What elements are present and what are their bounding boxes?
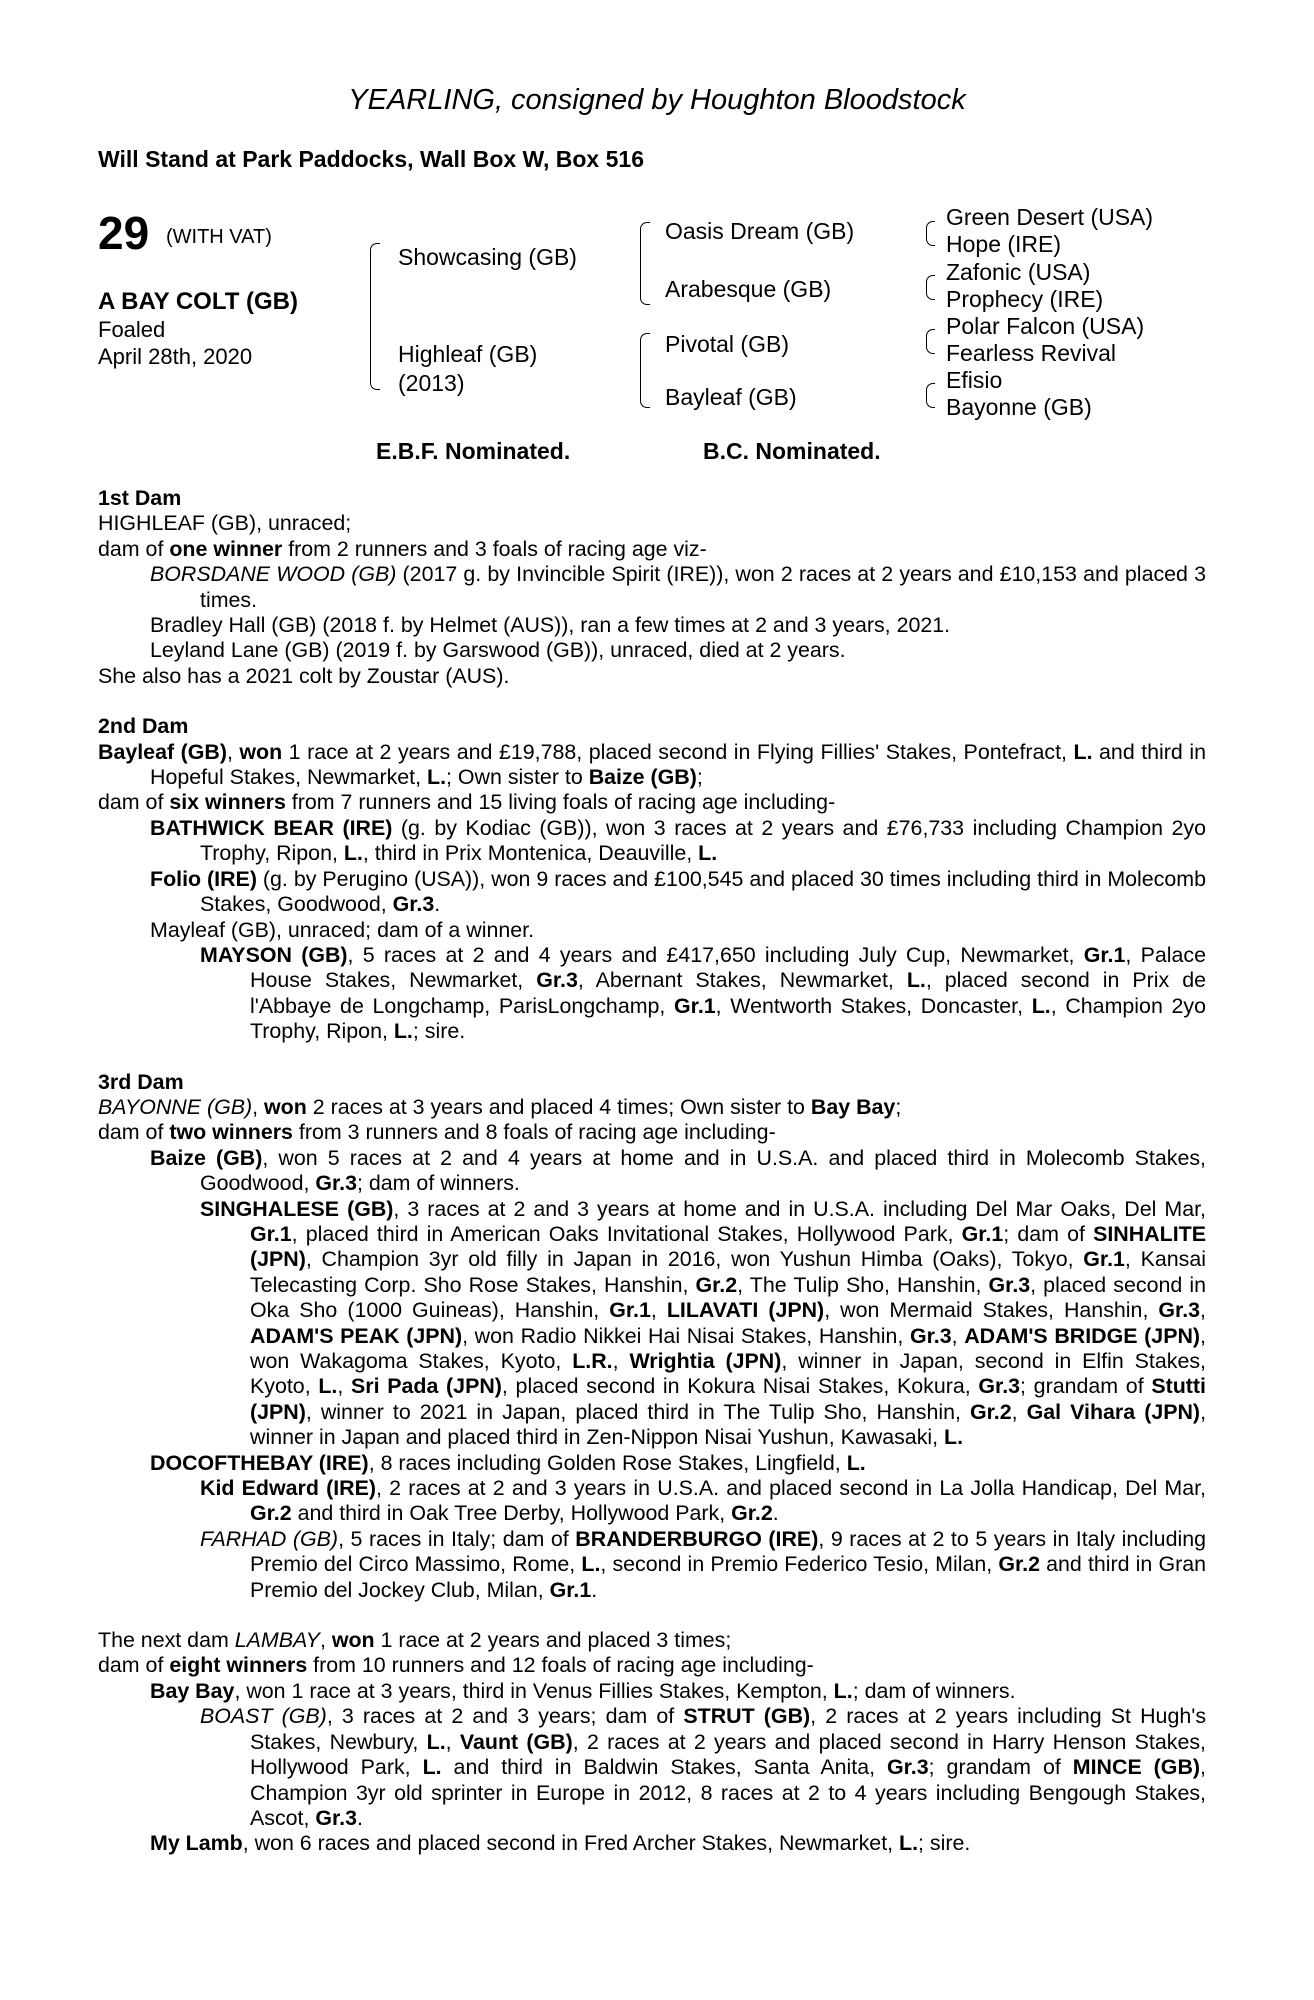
dam1-line-colt: She also has a 2021 colt by Zoustar (AUS).: [98, 663, 510, 688]
catalogue-body: [98, 486, 1206, 1857]
horse-name: A BAY COLT (GB): [98, 288, 299, 315]
brace-gen1-top: [370, 243, 380, 310]
dam3-produce-docofthebay: DOCOFTHEBAY (IRE), 8 races including Golden Rose Stakes, Lingfield, L.: [150, 1450, 866, 1475]
dam-dam: Bayleaf (GB): [665, 384, 797, 410]
dam2-produce-folio: Folio (IRE) (g. by Perugino (USA)), won 9 races and £100,545 and placed 30 times including third in Molecomb Stakes, Goodwood, Gr.3.: [150, 866, 1206, 917]
dam2-bayleaf: Bayleaf (GB), won 1 race at 2 years and £19,788, placed second in Flying Fillies' Stakes, Pontefract, L. and third in Hopeful Stakes, Newmarket, L.; Own sister to Baize (GB);: [98, 739, 1206, 790]
nextdam-dam-of: dam of eight winners from 10 runners and 12 foals of racing age including-: [98, 1653, 814, 1678]
section-heading-2nd-dam: 2nd Dam: [98, 714, 189, 739]
vat-label: (WITH VAT): [166, 226, 272, 248]
dam1-produce-leyland-lane: Leyland Lane (GB) (2019 f. by Garswood (GB)), unraced, died at 2 years.: [150, 638, 846, 663]
brace-gen3-3-bottom: [926, 341, 935, 354]
dam3-produce-baize: Baize (GB), won 5 races at 2 and 4 years at home and in U.S.A. and placed third in Molecomb Stakes, Goodwood, Gr.3; dam of winners.: [150, 1145, 1206, 1196]
foaled-label: Foaled: [98, 317, 166, 342]
sire-dam: Arabesque (GB): [665, 276, 832, 302]
foaled-info: [98, 316, 252, 370]
dam1-line-1: HIGHLEAF (GB), unraced;: [98, 511, 352, 536]
dam1-line-2: dam of one winner from 2 runners and 3 foals of racing age viz-: [98, 536, 707, 561]
dam3-bayonne: BAYONNE (GB), won 2 races at 3 years and placed 4 times; Own sister to Bay Bay;: [98, 1094, 902, 1119]
ancestor-5: Polar Falcon (USA): [946, 313, 1145, 339]
nextdam-produce-my-lamb: My Lamb, won 6 races and placed second in Fred Archer Stakes, Newmarket, L.; sire.: [150, 1831, 971, 1856]
ancestor-1: Green Desert (USA): [946, 204, 1154, 230]
dam2-grandproduce-mayson: MAYSON (GB), 5 races at 2 and 4 years and £417,650 including July Cup, Newmarket, Gr.1, Palace House Stakes, Newmarket, Gr.3, Abernant Stakes, Newmarket, L., placed second in Prix de l'Abbaye de Longchamp, ParisLongchamp, Gr.1, Wentworth Stakes, Doncaster, L., Champion 2yo Trophy, Ripon, L.; sire.: [200, 942, 1207, 1044]
dam2-dam-of: dam of six winners from 7 runners and 15 living foals of racing age including-: [98, 790, 836, 815]
dam3-produce-farhad: FARHAD (GB), 5 races in Italy; dam of BRANDERBURGO (IRE), 9 races at 2 to 5 years in Italy including Premio del Circo Massimo, Rome, L., second in Premio Federico Tesio, Milan, Gr.2 and third in Gran Premio del Jockey Club, Milan, Gr.1.: [200, 1526, 1207, 1602]
stand-location: Will Stand at Park Paddocks, Wall Box W, Box 516: [98, 146, 644, 172]
ancestor-6: Fearless Revival: [946, 340, 1116, 366]
nextdam-lambay: The next dam LAMBAY, won 1 race at 2 years and placed 3 times;: [98, 1628, 732, 1653]
lot-number: 29: [98, 207, 150, 259]
brace-gen3-1-bottom: [926, 233, 935, 246]
dam3-dam-of: dam of two winners from 3 runners and 8 foals of racing age including-: [98, 1120, 776, 1145]
ancestor-7: Efisio: [946, 367, 1003, 393]
sire-sire: Oasis Dream (GB): [665, 218, 855, 244]
brace-gen3-4-bottom: [926, 395, 935, 408]
brace-gen2-sire-top: [640, 222, 650, 259]
ancestor-3: Zafonic (USA): [946, 259, 1091, 285]
dam2-produce-bathwick-bear: BATHWICK BEAR (IRE) (g. by Kodiac (GB)), won 3 races at 2 years and £76,733 including Champion 2yo Trophy, Ripon, L., third in Prix Montenica, Deauville, L.: [150, 815, 1207, 866]
dam1-produce-borsdane-wood: BORSDANE WOOD (GB) (2017 g. by Invincible Spirit (IRE)), won 2 races at 2 years and £10,153 and placed 3 times.: [150, 562, 1206, 612]
dam3-grandproduce-singhalese: SINGHALESE (GB), 3 races at 2 and 3 years at home and in U.S.A. including Del Mar Oaks, Del Mar, Gr.1, placed third in American Oaks Invitational Stakes, Hollywood Park, Gr.1; dam of SINHALITE (JPN), Champion 3yr old filly in Japan in 2016, won Yushun Himba (Oaks), Tokyo, Gr.1, Kansai Telecasting Corp. Sho Rose Stakes, Hanshin, Gr.2, The Tulip Sho, Hanshin, Gr.3, placed second in Oka Sho (1000 Guineas), Hanshin, Gr.1, LILAVATI (JPN), won Mermaid Stakes, Hanshin, Gr.3, ADAM'S PEAK (JPN), won Radio Nikkei Hai Nisai Stakes, Hanshin, Gr.3, ADAM'S BRIDGE (JPN), won Wakagoma Stakes, Kyoto, L.R., Wrightia (JPN), winner in Japan, second in Elfin Stakes, Kyoto, L., Sri Pada (JPN), placed second in Kokura Nisai Stakes, Kokura, Gr.3; grandam of Stutti (JPN), winner to 2021 in Japan, placed third in The Tulip Sho, Hanshin, Gr.2, Gal Vihara (JPN), winner in Japan and placed third in Zen-Nippon Nisai Yushun, Kawasaki, L.: [200, 1196, 1207, 1450]
dam1-produce-bradley-hall: Bradley Hall (GB) (2018 f. by Helmet (AUS)), ran a few times at 2 and 3 years, 2021.: [150, 613, 951, 638]
nextdam-grandproduce-boast: BOAST (GB), 3 races at 2 and 3 years; dam of STRUT (GB), 2 races at 2 years including St Hugh's Stakes, Newbury, L., Vaunt (GB), 2 races at 2 years and placed second in Harry Henson Stakes, Hollywood Park, L. and third in Baldwin Stakes, Santa Anita, Gr.3; grandam of MINCE (GB), Champion 3yr old sprinter in Europe in 2012, 8 races at 2 to 4 years including Bengough Stakes, Ascot, Gr.3.: [200, 1704, 1207, 1830]
sire: Showcasing (GB): [398, 244, 577, 270]
bc-nomination: B.C. Nominated.: [703, 438, 881, 464]
ancestor-8: Bayonne (GB): [946, 394, 1092, 420]
dam3-produce-kid-edward: Kid Edward (IRE), 2 races at 2 and 3 years in U.S.A. and placed second in La Jolla Handicap, Del Mar, Gr.2 and third in Oak Tree Derby, Hollywood Park, Gr.2.: [200, 1476, 1206, 1526]
ancestor-2: Hope (IRE): [946, 231, 1062, 257]
brace-gen3-2-bottom: [926, 287, 935, 300]
section-heading-3rd-dam: 3rd Dam: [98, 1069, 184, 1094]
ebf-nomination: E.B.F. Nominated.: [376, 438, 571, 464]
brace-gen1-bottom: [370, 309, 380, 390]
section-heading-1st-dam: 1st Dam: [98, 486, 182, 510]
dam-sire: Pivotal (GB): [665, 331, 789, 357]
page-title: YEARLING, consigned by Houghton Bloodstock: [348, 84, 966, 116]
brace-gen2-sire-bottom: [640, 258, 650, 305]
nextdam-produce-bay-bay: Bay Bay, won 1 race at 3 years, third in Venus Fillies Stakes, Kempton, L.; dam of winners.: [150, 1678, 1016, 1703]
brace-gen2-dam-bottom: [640, 373, 650, 408]
dam: Highleaf (GB): [398, 341, 538, 367]
dam-year: (2013): [398, 370, 465, 396]
ancestor-4: Prophecy (IRE): [946, 286, 1104, 312]
brace-gen2-dam-top: [640, 333, 650, 374]
foaled-date: April 28th, 2020: [98, 344, 253, 369]
dam2-produce-mayleaf: Mayleaf (GB), unraced; dam of a winner.: [150, 917, 535, 942]
